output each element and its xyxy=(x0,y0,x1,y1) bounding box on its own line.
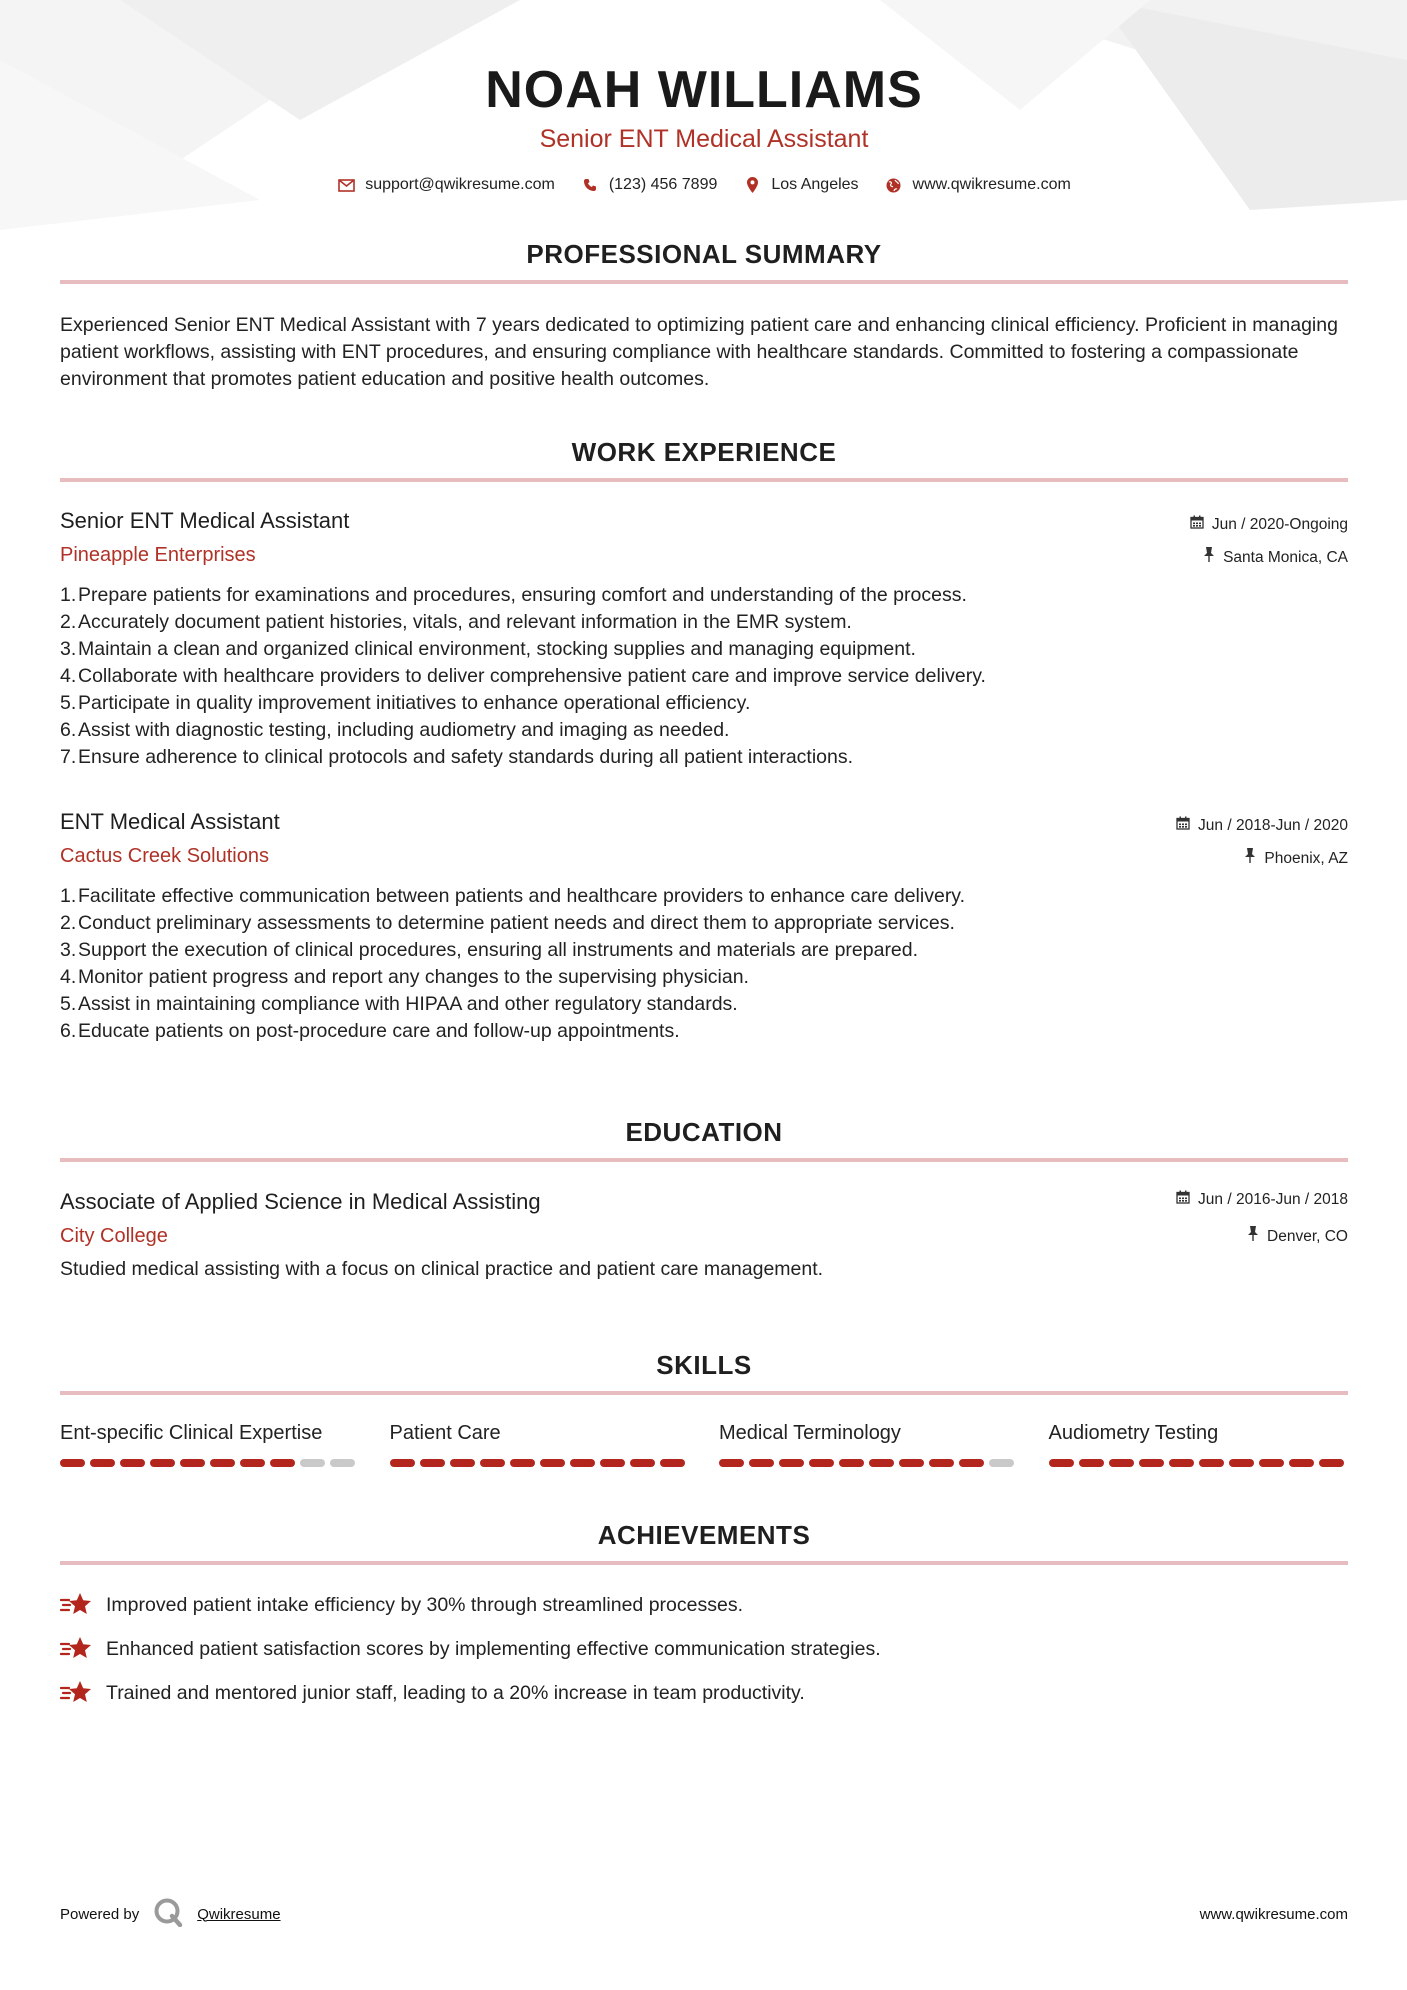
skill-dot xyxy=(1169,1459,1194,1467)
footer-website[interactable]: www.qwikresume.com xyxy=(1199,1905,1348,1923)
list-item xyxy=(60,1671,1348,1715)
star-award-icon xyxy=(60,1592,94,1618)
skill-dot xyxy=(120,1459,145,1467)
website-text: www.qwikresume.com xyxy=(912,176,1071,193)
pin-icon xyxy=(1203,547,1215,568)
location-text: Los Angeles xyxy=(771,176,859,193)
list-item xyxy=(60,1627,1348,1671)
powered-by xyxy=(60,1897,281,1931)
skill-dot xyxy=(1289,1459,1314,1467)
degree-name: Associate of Applied Science in Medical Assisting xyxy=(60,1189,541,1214)
job-role: ENT Medical Assistant xyxy=(60,809,280,834)
map-marker-icon xyxy=(743,176,761,194)
contact-location xyxy=(743,176,858,194)
skill-rating xyxy=(390,1459,690,1467)
skill-dot xyxy=(570,1459,595,1467)
skill-name: Medical Terminology xyxy=(719,1422,901,1444)
list-item: 3. Support the execution of clinical procedures, ensuring all instruments and materials are prepared. xyxy=(60,939,919,961)
list-item: 4. Collaborate with healthcare providers to deliver comprehensive patient care and improve service delivery. xyxy=(60,665,986,687)
skill-dot xyxy=(630,1459,655,1467)
education-location: Denver, CO xyxy=(1267,1227,1348,1245)
skill-dot xyxy=(1109,1459,1134,1467)
skill-dot xyxy=(1319,1459,1344,1467)
contact-bar xyxy=(60,176,1348,194)
list-item: 1. Prepare patients for examinations and procedures, ensuring comfort and understanding of the process. xyxy=(60,584,967,606)
school-name: City College xyxy=(60,1225,168,1247)
calendar-icon xyxy=(1176,816,1190,836)
skill-dot xyxy=(330,1459,355,1467)
achievement-text: Enhanced patient satisfaction scores by implementing effective communication strategies. xyxy=(106,1637,881,1660)
qwikresume-logo-icon xyxy=(153,1897,183,1931)
skill-item xyxy=(390,1421,690,1467)
achievement-text: Trained and mentored junior staff, leading to a 20% increase in team productivity. xyxy=(106,1681,805,1704)
list-item: 2. Accurately document patient histories, vitals, and relevant information in the EMR system. xyxy=(60,611,852,633)
contact-website[interactable] xyxy=(885,176,1071,194)
resume-page xyxy=(60,0,1348,1923)
section-heading-education: EDUCATION xyxy=(625,1117,783,1147)
pin-icon xyxy=(1247,1226,1259,1247)
candidate-title: Senior ENT Medical Assistant xyxy=(539,125,869,153)
achievement-text: Improved patient intake efficiency by 30% through streamlined processes. xyxy=(106,1593,743,1616)
job-bullets xyxy=(60,883,1348,1045)
skill-dot xyxy=(450,1459,475,1467)
star-award-icon xyxy=(60,1636,94,1662)
section-divider xyxy=(60,1391,1348,1395)
section-heading-skills: SKILLS xyxy=(656,1350,752,1380)
section-heading-experience: WORK EXPERIENCE xyxy=(571,437,837,467)
skill-dot xyxy=(420,1459,445,1467)
list-item: 5. Assist in maintaining compliance with HIPAA and other regulatory standards. xyxy=(60,993,738,1015)
list-item: 6. Educate patients on post-procedure care and follow-up appointments. xyxy=(60,1020,680,1042)
job-company: Pineapple Enterprises xyxy=(60,544,256,566)
pin-icon xyxy=(1244,848,1256,869)
phone-icon xyxy=(581,176,599,194)
skill-dot xyxy=(1229,1459,1254,1467)
skill-dot xyxy=(809,1459,834,1467)
experience-section xyxy=(60,436,1348,482)
job-entry-1 xyxy=(60,507,1348,771)
skill-dot xyxy=(480,1459,505,1467)
skill-dot xyxy=(510,1459,535,1467)
skill-dot xyxy=(959,1459,984,1467)
education-dates: Jun / 2016-Jun / 2018 xyxy=(1198,1191,1348,1208)
summary-text: Experienced Senior ENT Medical Assistant with 7 years dedicated to optimizing patient care and enhancing clinical efficiency. Proficient in managing patient workflows, assisting with ENT procedures, and ensuring compliance with healthcare standards. Committed to fostering a compassionate environment that promotes patient education and positive health outcomes. xyxy=(60,314,1338,390)
skill-item xyxy=(1049,1421,1349,1467)
skill-dot xyxy=(1139,1459,1164,1467)
list-item: 7. Ensure adherence to clinical protocols and safety standards during all patient interactions. xyxy=(60,746,854,768)
list-item: 1. Facilitate effective communication between patients and healthcare providers to enhance care delivery. xyxy=(60,885,966,907)
star-award-icon xyxy=(60,1680,94,1706)
powered-by-label: Powered by xyxy=(60,1905,140,1923)
skill-rating xyxy=(60,1459,360,1467)
calendar-icon xyxy=(1176,1190,1190,1210)
list-item: 3. Maintain a clean and organized clinical environment, stocking supplies and managing equipment. xyxy=(60,638,916,660)
contact-email[interactable] xyxy=(337,176,555,194)
education-section xyxy=(60,1116,1348,1162)
skill-dot xyxy=(869,1459,894,1467)
achievements-section xyxy=(60,1519,1348,1565)
skill-name: Audiometry Testing xyxy=(1048,1422,1219,1444)
globe-icon xyxy=(885,176,903,194)
section-heading-summary: PROFESSIONAL SUMMARY xyxy=(526,239,882,269)
skill-dot xyxy=(90,1459,115,1467)
summary-section xyxy=(60,238,1348,284)
skill-dot xyxy=(240,1459,265,1467)
education-entry xyxy=(60,1188,1348,1283)
job-entry-2 xyxy=(60,808,1348,1045)
education-description: Studied medical assisting with a focus on clinical practice and patient care management. xyxy=(60,1258,824,1280)
skill-rating xyxy=(719,1459,1019,1467)
skills-list xyxy=(60,1421,1348,1467)
skill-dot xyxy=(1199,1459,1224,1467)
skill-dot xyxy=(749,1459,774,1467)
skill-dot xyxy=(60,1459,85,1467)
skills-section xyxy=(60,1349,1348,1395)
achievements-list xyxy=(60,1583,1348,1715)
skill-dot xyxy=(1079,1459,1104,1467)
skill-dot xyxy=(929,1459,954,1467)
section-divider xyxy=(60,478,1348,482)
job-location: Phoenix, AZ xyxy=(1264,849,1348,867)
skill-dot xyxy=(1049,1459,1074,1467)
candidate-name: NOAH WILLIAMS xyxy=(485,61,923,119)
list-item: 5. Participate in quality improvement initiatives to enhance operational efficiency. xyxy=(60,692,751,714)
skill-dot xyxy=(210,1459,235,1467)
list-item: 4. Monitor patient progress and report any changes to the supervising physician. xyxy=(60,966,749,988)
skill-dot xyxy=(989,1459,1014,1467)
skill-name: Ent-specific Clinical Expertise xyxy=(60,1422,323,1444)
section-divider xyxy=(60,1158,1348,1162)
phone-text: (123) 456 7899 xyxy=(608,176,718,193)
skill-dot xyxy=(719,1459,744,1467)
skill-dot xyxy=(600,1459,625,1467)
skill-dot xyxy=(540,1459,565,1467)
job-bullets xyxy=(60,582,1348,771)
skill-name: Patient Care xyxy=(389,1422,501,1444)
contact-phone[interactable] xyxy=(581,176,718,194)
section-divider xyxy=(60,280,1348,284)
job-location: Santa Monica, CA xyxy=(1223,548,1348,566)
skill-dot xyxy=(839,1459,864,1467)
skill-dot xyxy=(300,1459,325,1467)
skill-item xyxy=(60,1421,360,1467)
skill-rating xyxy=(1049,1459,1349,1467)
job-dates: Jun / 2018-Jun / 2020 xyxy=(1198,817,1348,834)
skill-dot xyxy=(390,1459,415,1467)
list-item xyxy=(60,1583,1348,1627)
list-item: 2. Conduct preliminary assessments to determine patient needs and direct them to appropriate services. xyxy=(60,912,955,934)
skill-dot xyxy=(899,1459,924,1467)
skill-dot xyxy=(779,1459,804,1467)
resume-header xyxy=(60,0,1348,194)
section-divider xyxy=(60,1561,1348,1565)
envelope-icon xyxy=(337,176,355,194)
job-company: Cactus Creek Solutions xyxy=(60,845,269,867)
job-dates: Jun / 2020-Ongoing xyxy=(1211,516,1348,533)
skill-item xyxy=(719,1421,1019,1467)
section-heading-achievements: ACHIEVEMENTS xyxy=(597,1520,811,1550)
page-footer xyxy=(60,1897,1348,1931)
skill-dot xyxy=(270,1459,295,1467)
skill-dot xyxy=(1259,1459,1284,1467)
list-item: 6. Assist with diagnostic testing, including audiometry and imaging as needed. xyxy=(60,719,730,741)
brand-link[interactable]: Qwikresume xyxy=(197,1905,281,1923)
skill-dot xyxy=(150,1459,175,1467)
email-text: support@qwikresume.com xyxy=(365,176,555,193)
skill-dot xyxy=(660,1459,685,1467)
job-role: Senior ENT Medical Assistant xyxy=(60,508,350,533)
skill-dot xyxy=(180,1459,205,1467)
calendar-icon xyxy=(1190,515,1204,535)
